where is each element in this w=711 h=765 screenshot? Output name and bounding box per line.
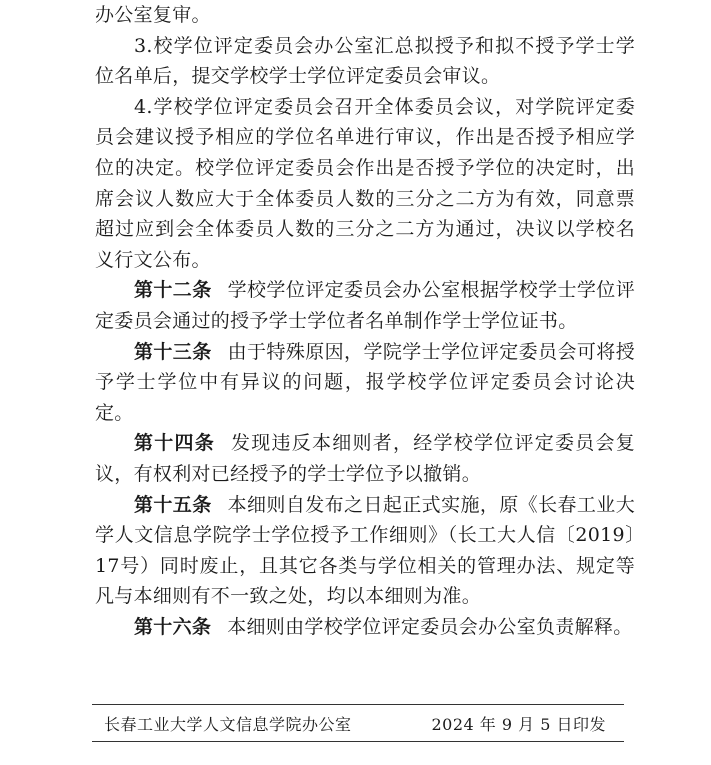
article-number: 第十六条 xyxy=(134,615,212,638)
footer-date: 2024 年 9 月 5 日印发 xyxy=(431,714,606,734)
footer xyxy=(104,708,606,738)
article-14 xyxy=(95,428,635,489)
article-number: 第十二条 xyxy=(134,279,212,302)
article-text: 学校学位评定委员会办公室根据学校学士学位评定委员会通过的授予学士学位者名单制作学士学位证书。 xyxy=(95,279,635,332)
article-text: 发现违反本细则者，经学校学位评定委员会复议，有权利对已经授予的学士学位予以撤销。 xyxy=(95,432,635,485)
article-15 xyxy=(95,490,635,612)
footer-bottom-rule xyxy=(92,741,624,742)
paragraph-fragment: 办公室复审。 xyxy=(95,4,211,26)
article-number: 第十三条 xyxy=(134,340,212,363)
article-text: 由于特殊原因，学院学士学位评定委员会可将授予学士学位中有异议的问题，报学校学位评定委员会讨论决定。 xyxy=(95,340,635,424)
article-16 xyxy=(95,612,635,643)
article-text: 本细则自发布之日起正式实施，原《长春工业大学人文信息学院学士学位授予工作细则》（长工大人信〔2019〕17号）同时废止，且其它各类与学位相关的管理办法、规定等凡与本细则有不一致之处，均以本细则为准。 xyxy=(95,493,635,608)
article-text: 本细则由学校学位评定委员会办公室负责解释。 xyxy=(227,615,633,638)
footer-issuer: 长春工业大学人文信息学院办公室 xyxy=(104,714,352,734)
article-12 xyxy=(95,275,635,336)
paragraph-text: 4.学校学位评定委员会召开全体委员会议，对学院评定委员会建议授予相应的学位名单进行审议，作出是否授予相应学位的决定。校学位评定委员会作出是否授予学位的决定时，出席会议人数应大于全体委员人数的三分之二方为有效，同意票超过应到会全体委员人数的三分之二方为通过，决议以学校名义行文公布。 xyxy=(95,95,635,271)
article-number: 第十五条 xyxy=(134,493,212,516)
footer-top-rule xyxy=(92,704,624,705)
paragraph-item-3 xyxy=(95,31,635,92)
paragraph-item-4 xyxy=(95,92,635,276)
article-13 xyxy=(95,337,635,429)
article-number: 第十四条 xyxy=(134,432,215,455)
document-body xyxy=(95,0,635,642)
paragraph-text: 3.校学位评定委员会办公室汇总拟授予和拟不授予学士学位名单后，提交学校学士学位评定委员会审议。 xyxy=(95,34,635,88)
